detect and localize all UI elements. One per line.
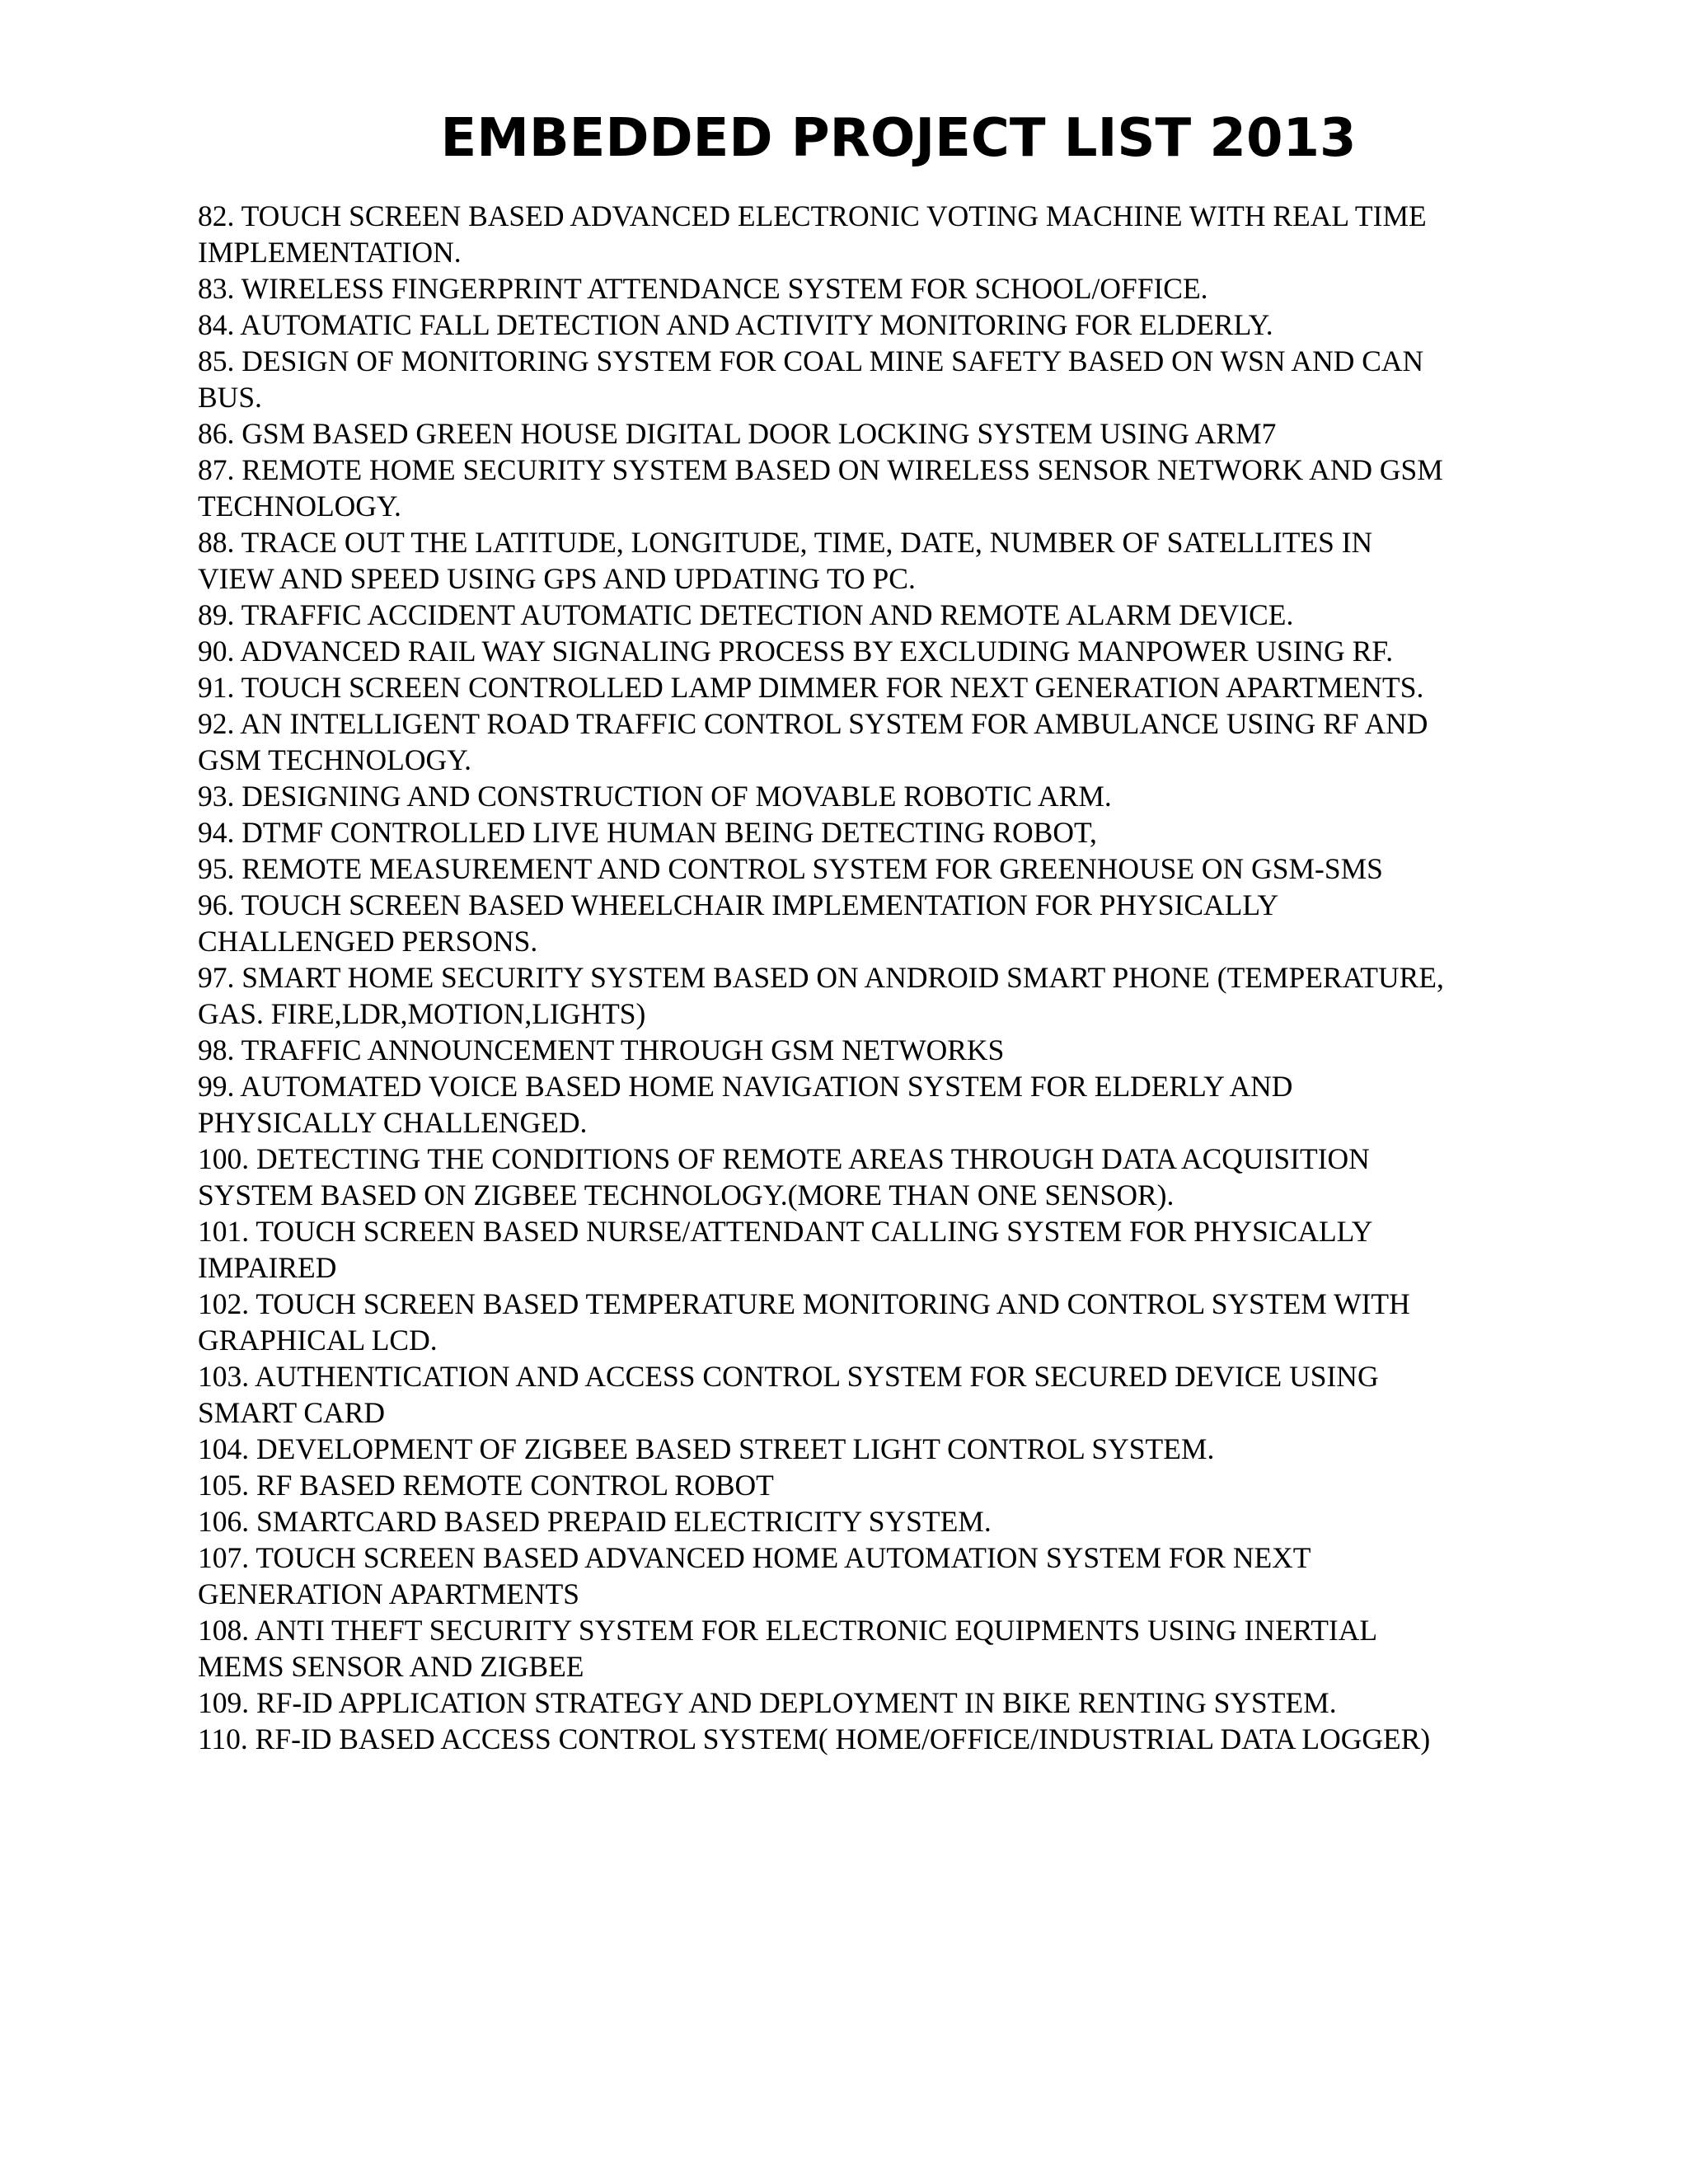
project-list xyxy=(198,198,1451,1757)
list-item: 96. TOUCH SCREEN BASED WHEELCHAIR IMPLEMENTATION FOR PHYSICALLY CHALLENGED PERSONS. xyxy=(198,888,1278,958)
list-item: 86. GSM BASED GREEN HOUSE DIGITAL DOOR LOCKING SYSTEM USING ARM7 xyxy=(198,417,1277,450)
list-item: 108. ANTI THEFT SECURITY SYSTEM FOR ELECTRONIC EQUIPMENTS USING INERTIAL MEMS SENSOR AND ZIGBEE xyxy=(198,1614,1376,1683)
list-item: 88. TRACE OUT THE LATITUDE, LONGITUDE, TIME, DATE, NUMBER OF SATELLITES IN VIEW AND SPEED USING GPS AND UPDATING TO PC. xyxy=(198,526,1373,595)
list-item: 85. DESIGN OF MONITORING SYSTEM FOR COAL MINE SAFETY BASED ON WSN AND CAN BUS. xyxy=(198,344,1424,414)
list-item: 83. WIRELESS FINGERPRINT ATTENDANCE SYSTEM FOR SCHOOL/OFFICE. xyxy=(198,272,1208,305)
list-item: 92. AN INTELLIGENT ROAD TRAFFIC CONTROL SYSTEM FOR AMBULANCE USING RF AND GSM TECHNOLOGY. xyxy=(198,707,1428,776)
list-item: 95. REMOTE MEASUREMENT AND CONTROL SYSTEM FOR GREENHOUSE ON GSM-SMS xyxy=(198,852,1383,885)
list-item: 109. RF-ID APPLICATION STRATEGY AND DEPLOYMENT IN BIKE RENTING SYSTEM. xyxy=(198,1686,1337,1719)
list-item: 103. AUTHENTICATION AND ACCESS CONTROL SYSTEM FOR SECURED DEVICE USING SMART CARD xyxy=(198,1360,1379,1429)
list-item: 94. DTMF CONTROLLED LIVE HUMAN BEING DETECTING ROBOT, xyxy=(198,816,1097,849)
list-item: 110. RF-ID BASED ACCESS CONTROL SYSTEM( HOME/OFFICE/INDUSTRIAL DATA LOGGER) xyxy=(198,1722,1431,1755)
page-title: EMBEDDED PROJECT LIST 2013 xyxy=(440,108,1357,169)
list-item: 100. DETECTING THE CONDITIONS OF REMOTE AREAS THROUGH DATA ACQUISITION SYSTEM BASED ON ZIGBEE TECHNOLOGY.(MORE THAN ONE SENSOR). xyxy=(198,1142,1370,1212)
list-item: 84. AUTOMATIC FALL DETECTION AND ACTIVITY MONITORING FOR ELDERLY. xyxy=(198,308,1273,341)
list-item: 91. TOUCH SCREEN CONTROLLED LAMP DIMMER FOR NEXT GENERATION APARTMENTS. xyxy=(198,671,1424,704)
list-item: 101. TOUCH SCREEN BASED NURSE/ATTENDANT CALLING SYSTEM FOR PHYSICALLY IMPAIRED xyxy=(198,1215,1372,1284)
list-item: 82. TOUCH SCREEN BASED ADVANCED ELECTRONIC VOTING MACHINE WITH REAL TIME IMPLEMENTATION. xyxy=(198,199,1427,269)
list-item: 90. ADVANCED RAIL WAY SIGNALING PROCESS BY EXCLUDING MANPOWER USING RF. xyxy=(198,635,1394,668)
list-item: 102. TOUCH SCREEN BASED TEMPERATURE MONITORING AND CONTROL SYSTEM WITH GRAPHICAL LCD. xyxy=(198,1287,1410,1357)
list-item: 98. TRAFFIC ANNOUNCEMENT THROUGH GSM NETWORKS xyxy=(198,1033,1005,1066)
list-item: 104. DEVELOPMENT OF ZIGBEE BASED STREET LIGHT CONTROL SYSTEM. xyxy=(198,1432,1215,1465)
list-item: 105. RF BASED REMOTE CONTROL ROBOT xyxy=(198,1469,774,1502)
list-item: 89. TRAFFIC ACCIDENT AUTOMATIC DETECTION AND REMOTE ALARM DEVICE. xyxy=(198,598,1294,631)
list-item: 107. TOUCH SCREEN BASED ADVANCED HOME AUTOMATION SYSTEM FOR NEXT GENERATION APARTMENTS xyxy=(198,1541,1311,1610)
list-item: 106. SMARTCARD BASED PREPAID ELECTRICITY SYSTEM. xyxy=(198,1505,992,1538)
list-item: 87. REMOTE HOME SECURITY SYSTEM BASED ON WIRELESS SENSOR NETWORK AND GSM TECHNOLOGY. xyxy=(198,453,1443,523)
list-item: 93. DESIGNING AND CONSTRUCTION OF MOVABLE ROBOTIC ARM. xyxy=(198,780,1112,813)
list-item: 97. SMART HOME SECURITY SYSTEM BASED ON ANDROID SMART PHONE (TEMPERATURE, GAS. FIRE,LDR,MOTION,LIGHTS) xyxy=(198,961,1444,1030)
list-item: 99. AUTOMATED VOICE BASED HOME NAVIGATION SYSTEM FOR ELDERLY AND PHYSICALLY CHALLENGED. xyxy=(198,1070,1293,1139)
